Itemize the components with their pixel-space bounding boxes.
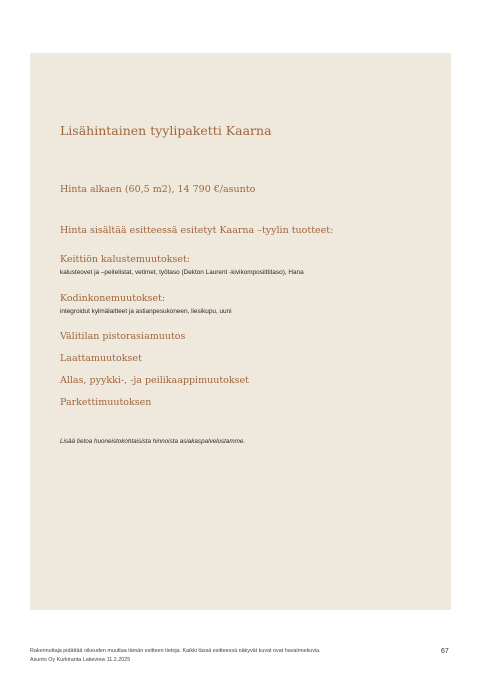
section-heading-appliances: Kodinkonemuutokset:: [60, 293, 166, 304]
section-heading-kitchen: Keittiön kalustemuutokset:: [60, 254, 190, 265]
footer-disclaimer: Rakennuttaja pidättää oikeuden muuttaa tämän esitteen tietoja. Kaikki tässä esitteessä näkyvät kuvat ovat havainnekuvia.: [30, 648, 321, 654]
section-heading-outlet: Välitilan pistorasiamuutos: [60, 331, 186, 342]
page-number: 67: [441, 648, 449, 655]
footer: [30, 647, 321, 665]
section-body-kitchen: kalusteovet ja –peitelistat, vetimet, työtaso (Dekton Laurent -kivikomposiittitaso), Hana: [60, 269, 304, 276]
price-line: Hinta alkaen (60,5 m2), 14 790 €/asunto: [60, 184, 256, 195]
section-heading-basin: Allas, pyykki-, -ja peilikaappimuutokset: [60, 375, 249, 386]
footer-project: Asunto Oy Kurkiranta Lakeview 11.2.2025: [30, 657, 131, 663]
info-note: Lisää tietoa huoneistokohtaisista hinnoista asiakaspalvelustamme.: [60, 438, 246, 445]
section-body-appliances: integroidut kylmälaitteet ja astianpesukoneen, liesikupu, uuni: [60, 308, 232, 315]
page-title: Lisähintainen tyylipaketti Kaarna: [60, 123, 272, 138]
section-heading-parquet: Parkettimuutoksen: [60, 397, 152, 408]
intro-line: Hinta sisältää esitteessä esitetyt Kaarna –tyylin tuotteet:: [60, 225, 334, 236]
section-heading-tiles: Laattamuutokset: [60, 353, 142, 364]
